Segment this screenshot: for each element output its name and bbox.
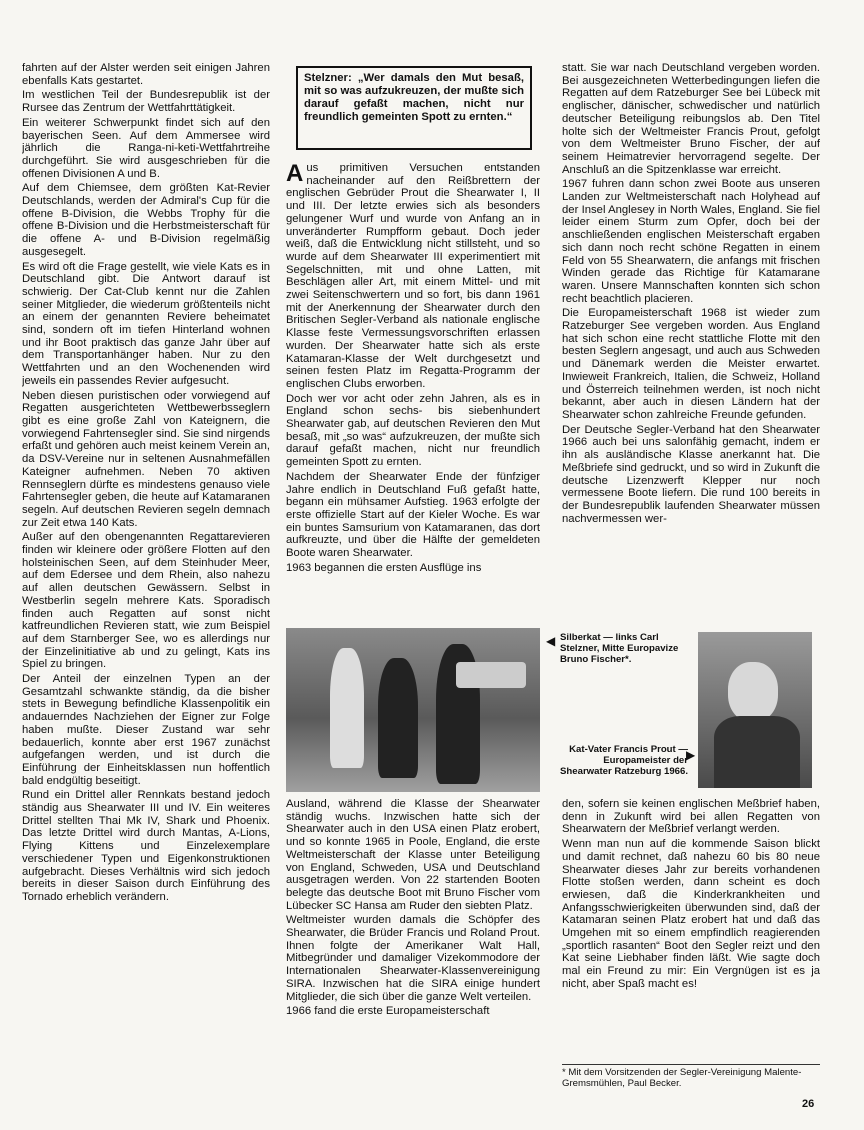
paragraph: statt. Sie war nach Deutschland vergeben worden. Bei ausgezeichneten Wetterbedingungen liefen die Regatten auf dem Ratzeburger See bei Lübeck mit englischer, dänischer, schwedischer und natürlich deutscher Beteiligung reibungslos ab. Den Titel holte sich der Weltmeister Francis Prout, gefolgt von dem Weltmeister Bruno Fischer, der auf seinem Heimatrevier hervorragend segelte. Der Anschluß an die Spitzenklasse war erreicht. xyxy=(562,62,820,176)
column-2-bottom xyxy=(286,798,540,1098)
column-1 xyxy=(22,62,270,1082)
paragraph: Doch wer vor acht oder zehn Jahren, als es in England schon sechs- bis siebenhundert Shearwater gab, auf deutschen Revieren den Mut besaß, mit „so was“ aufzukreuzen, der mußte sich darauf gefaßt machen, nicht nur freundlich gemeinten Spott zu ernten. xyxy=(286,392,540,469)
paragraph: Wenn man nun auf die kommende Saison blickt und damit rechnet, daß nahezu 60 bis 80 neue Shearwater dieses Jahr zur bereits vorhandenen Flotte stoßen werden, dann scheint es doch erwiesen, daß die Kinderkrankheiten und Anfangsschwierigkeiten überwunden sind, daß der Katamaran seinen Platz erobert hat und daß das Umgehen mit so einem empfindlich reagierenden „sportlich rasanten“ Boot den Segler reizt und den Kat seine Liebhaber finden läßt. Wie sagte doch mal ein Freund zu mir: Ein Vergnügen ist es ja nicht, aber Spaß macht es! xyxy=(562,838,820,990)
paragraph: 1967 fuhren dann schon zwei Boote aus unseren Landen zur Weltmeisterschaft nach Holyhead auf der Insel Anglesey in North Wales, England. Sie fiel leider einem Sturm zum Opfer, doch bei der anschließenden englischen Meisterschaft ergaben sich dann noch recht schöne Regatten in einem Feld von 55 Shearwatern, die anfangs mit frischen Winden gerade das Richtige für Katamarane waren. Unsere Mannschaften konnten sich schon recht beachtlich placieren. xyxy=(562,178,820,305)
drop-cap: A xyxy=(286,162,304,187)
photo-group xyxy=(286,628,540,792)
column-3-top xyxy=(562,62,820,628)
paragraph: Nachdem der Shearwater Ende der fünfziger Jahre endlich in Deutschland Fuß gefaßt hatte, begann ein mühsamer Aufstieg. 1963 erfolgte der erste offizielle Start auf der Kieler Woche. Es war ein buntes Samsurium von Katamaranen, das dort aufkreuzte, und über die Hälfte der gemeldeten Boote waren Shearwater. xyxy=(286,470,540,560)
paragraph: Außer auf den obengenannten Regattarevieren finden wir kleinere oder größere Flotten auf den holsteinischen Seen, auf dem Steinhuder Meer, auf dem Edersee und dem Rhein, also nahezu auf allen deutschen Gewässern. Selbst in Westberlin segeln mehrere Kats. Sporadisch finden auch Regatten auf sonst nicht katfreundlichen Revieren statt, wie zum Beispiel auf dem Starnberger See, wo es allerdings nur der Einzelinitiative ab und zu gelingt, Kats ins Spiel zu bringen. xyxy=(22,531,270,671)
quote-speaker: Stelzner: xyxy=(304,72,352,84)
paragraph: Der Anteil der einzelnen Typen an der Gesamtzahl schwankte ständig, da die bisher stets in Bewegung befindliche Klassenpolitik ein andauerndes Nachziehen der Eigner zur Folge haben mußte. Dieser Zustand war sehr bedauerlich, konnte aber erst 1967 zunächst aufgefangen werden, und ist durch die Einführung der Einheitsklassen nun hoffentlich bald endgültig beseitigt. xyxy=(22,673,270,787)
footnote: * Mit dem Vorsitzenden der Segler-Vereinigung Malente-Gremsmühlen, Paul Becker. xyxy=(562,1064,820,1089)
right-arrow-icon: ▶ xyxy=(686,748,696,762)
photo-caption-2: Kat-Vater Francis Prout — Europameister der Shearwater Ratzeburg 1966. xyxy=(560,744,688,777)
photo-caption-1: Silberkat — links Carl Stelzner, Mitte Europavize Bruno Fischer*. xyxy=(560,632,679,665)
paragraph: Es wird oft die Frage gestellt, wie viele Kats es in Deutschland gibt. Die Antwort darauf ist schwierig. Der Cat-Club kennt nur die Zahlen seiner Mitglieder, die wiederum größtenteils nicht an einem der genannten Reviere beheimatet sind, sondern oft im tiefen Hinterland wohnen und ihr Boot praktisch das ganze Jahr über auf dem Transportanhänger haben. Nur zu den Wettfahrten und an den Wochenenden wird jeweils ein passendes Revier aufgesucht. xyxy=(22,260,270,387)
paragraph: Die Europameisterschaft 1968 ist wieder zum Ratzeburger See vergeben worden. Aus England hat sich schon eine recht stattliche Flotte mit den besten Seglern angesagt, und auch aus Schweden und Dänemark werden die Meister erwartet. Inwieweit Frankreich, Italien, die Schweiz, Holland und Österreich teilnehmen werden, ist noch nicht bekannt, aber auch in diesen Ländern hat der Shearwater schon zahlreiche Freunde gefunden. xyxy=(562,307,820,421)
left-arrow-icon: ◀ xyxy=(546,634,556,648)
paragraph: 1966 fand die erste Europameisterschaft xyxy=(286,1005,490,1018)
paragraph: den, sofern sie keinen englischen Meßbrief haben, denn in Zukunft wird bei allen Regatten von Shearwatern der Meßbrief verlangt werden. xyxy=(562,798,820,836)
paragraph: Im westlichen Teil der Bundesrepublik ist der Rursee das Zentrum der Wettfahrttätigkeit. xyxy=(22,89,270,115)
paragraph: Auf dem Chiemsee, dem größten Kat-Revier Deutschlands, werden der Admiral's Cup für die offene B-Division, die Webbs Trophy für die offene B-Division und die Herbstmeisterschaft für die offene A- und B-Division regelmäßig ausgesegelt. xyxy=(22,182,270,258)
pull-quote xyxy=(296,66,532,150)
paragraph: Weltmeister wurden damals die Schöpfer des Shearwater, die Brüder Francis und Roland Prout. Ihnen folgte der Amerikaner Walt Hall, Mitbegründer und damaliger Vizekommodore der Internationalen Shearwater-Klassenvereinigung SIRA. Inzwischen hat die SIRA einige hundert Mitglieder, die sich über die ganze Welt verteilen. xyxy=(286,914,540,1003)
paragraph: Rund ein Drittel aller Rennkats bestand jedoch ständig aus Shearwater III und IV. Ein weiteres Drittel stellten Thai Mk IV, Shark und Phoenix. Das letzte Drittel wird durch Mantas, A-Lions, Flying Kittens und Einzelexemplare verschiedener Typen und Eigenkonstruktionen aufgebracht. Dieses Verhältnis wird sich jedoch bereits in dieser Saison durch Einführung des Tornado erheblich verändern. xyxy=(22,789,270,903)
paragraph: fahrten auf der Alster werden seit einigen Jahren ebenfalls Kats gestartet. xyxy=(22,62,270,87)
paragraph: Aus primitiven Versuchen entstanden nacheinander auf den Reißbrettern der englischen Gebrüder Prout die Shearwater I, II und III. Der letzte erwies sich als besonders gelungener Wurf und wurde von Anfang an in unveränderter Rumpfform gebaut. Doch jeder weiß, daß die Entwicklung nicht stillsteht, und so wurde auf dem Shearwater III experimentiert mit Segelschnitten, mit und ohne Latten, mit Beschlägen aller Art, mit einem Mittel- und mit zwei Seitenschwertern und so fort, bis dann 1961 mit der Anerkennung der Shearwater durch den Britischen Segler-Verband als nationale englische Klasse feste Vermessungsvorschriften erlassen wurden. Der Shearwater hatte sich als erste Katamaran-Klasse der Welt durchgesetzt und seinen festen Platz im Regatta-Programm der englischen Clubs erworben. xyxy=(286,162,540,390)
column-2-top xyxy=(286,162,540,622)
page-number: 26 xyxy=(802,1098,815,1110)
quote-text: „Wer damals den Mut besaß, mit so was aufzukreuzen, der mußte sich darauf gefaßt machen, nicht nur freundlich gemeinten Spott zu ernten.“ xyxy=(304,72,524,123)
paragraph: Der Deutsche Segler-Verband hat den Shearwater 1966 auch bei uns salonfähig gemacht, indem er ihn als ausländische Klasse anerkannt hat. Die Meßbriefe sind gedruckt, und so wird in Zukunft die deutsche Lizenzwerft Klepper nur noch vermessene Boote liefern. Die rund 100 bereits in der Bundesrepublik laufenden Shearwater müssen nachvermessen wer- xyxy=(562,423,820,525)
photo-portrait xyxy=(698,632,812,788)
paragraph: 1963 begannen die ersten Ausflüge ins xyxy=(286,561,482,574)
paragraph: Ausland, während die Klasse der Shearwater ständig wuchs. Inzwischen hatte sich der Shearwater auch in den USA einen Platz erobert, und so konnte 1965 in Poole, England, die erste Weltmeisterschaft der Klasse unter Beteiligung von England, Schweden, USA und Deutschland ausgetragen werden. Von 22 startenden Booten belegte das deutsche Boot mit Bruno Fischer vom Lübecker SC Hansa am Ruder den siebten Platz. xyxy=(286,798,540,912)
column-3-bottom xyxy=(562,798,820,1098)
paragraph: Neben diesen puristischen oder vorwiegend auf Regatten ausgerichteten Wettbewerbsseglern gibt es eine große Zahl von Kateignern, die vorwiegend Fahrtensegler sind. Sie sind nirgends erfaßt und gehören auch meist keinem Verein an, da DSV-Vereine nur in seltenen Ausnahmefällen Kateigner aufnehmen. Neben 70 aktiven Rennseglern dürfte es mindestens genauso viele Fahrtensegler geben, die heute auf Katamaranen segeln. Auf deutschen Revieren segeln demnach zur Zeit etwa 140 Kats. xyxy=(22,389,270,529)
paragraph: Ein weiterer Schwerpunkt findet sich auf den bayerischen Seen. Auf dem Ammersee wird jährlich die Ranga-ni-keti-Wettfahrtreihe durchgeführt. Sie wird ausgeschrieben für die offenen Divisionen A und B. xyxy=(22,116,270,180)
